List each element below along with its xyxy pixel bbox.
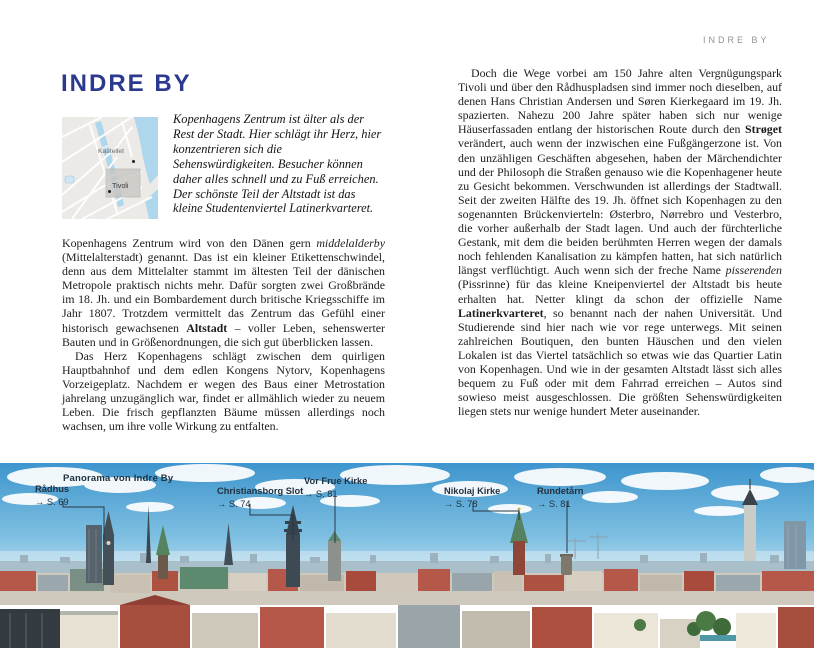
- paragraph: Doch die Wege vorbei am 150 Jahre alten Vergnügungspark Tivoli und über den Rådhuspladsen sind immer noch dieselben, auf denen Hans Christian Andersen und Søren Kierkegaard im 19. Jh. spazierten. Nahezu 200 Jahre später haben sich nur wenige Häuserfassaden entlang der historischen Route durch den Strøget verändert, auch wenn der inzwischen eine Fußgängerzone ist. Von den unzähligen Geschäften abgesehen, haben der Märchendichter und der Philosoph die Straßen genauso wie die Kopenhagener heute zu Gesicht bekommen. Verschwunden ist allerdings der Stadtwall. Seit der zweiten Hälfte des 19. Jh. öffnet sich Kopenhagen zu den sogenannten Brückenvierteln: Østerbro, Nørrebro und Vesterbro, die vorher außerhalb der Stadt lagen. Und auch der fürchterliche Gestank, mit dem die beiden berühmten Herren wegen der damals noch fehlenden Kanalisation zu kämpfen hatten, hat sich natürlich längst verflüchtigt. Auch wenn sich der freche Name pisserenden (Pissrinne) für das kleine Kneipenviertel der Altstadt bis heute erhalten hat. Netter klingt da schon der offizielle Name Latinerkvarteret, so benannt nach der nahen Universität. Und Studierende sind hier nach wie vor rege unterwegs. Mit seinen zahlreichen Boutiquen, den bunten Häuschen und den vielen Lokalen ist das Viertel tatsächlich so etwas wie das Quartier Latin von Kopenhagen. Und wie in der gesamten Altstadt lässt sich alles bequem zu Fuß oder mit dem Fahrrad erreichen – Autos sind sowieso meist ausgeschlossen. Die größten Sehenswürdigkeiten liegen stets nur wenige hundert Meter auseinander.: [458, 66, 782, 419]
- page-ref: → S. 81: [537, 499, 571, 510]
- page-ref: → S. 81: [304, 489, 338, 500]
- map-route-shield: [65, 176, 74, 183]
- leader-lines: [0, 463, 814, 648]
- label-name: Christiansborg Slot: [217, 486, 304, 496]
- label-name: Vor Frue Kirke: [304, 476, 368, 486]
- right-column: [458, 66, 782, 418]
- photo-label-nikolaj-kirke: [444, 487, 500, 510]
- page-title: INDRE BY: [61, 70, 192, 97]
- panorama-photo: [0, 463, 814, 648]
- photo-label-rundetaarn: [537, 487, 584, 510]
- label-name: Rådhus: [35, 484, 70, 494]
- intro-text: Kopenhagens Zentrum ist älter als der Rest der Stadt. Hier schlägt ihr Herz, hier konzentrieren sich die Sehenswürdigkeiten. Besucher können daher alles schnell und zu Fuß erreichen. Der schönste Teil der Altstadt ist das kleine Studentenviertel Latinerkvarteret.: [173, 112, 382, 216]
- page-ref: → S. 69: [35, 497, 69, 508]
- label-name: Nikolaj Kirke: [444, 486, 501, 496]
- left-column: [62, 236, 385, 433]
- map-marker-tivoli: [108, 190, 111, 193]
- panorama-title: Panorama von Indre By: [63, 473, 174, 484]
- photo-label-christiansborg-slot: [217, 487, 303, 510]
- map-graphic: [62, 117, 158, 219]
- locator-map: [62, 117, 158, 219]
- label-name: Rundetårn: [537, 486, 584, 496]
- map-label-kastellet: Kastellet: [98, 148, 125, 155]
- paragraph: Kopenhagens Zentrum wird von den Dänen gern middelalderby (Mittelalterstadt) genannt. Das ist ein kleiner Etikettenschwindel, denn aus dem Mittelalter stammt im ältesten Teil der dänischen Metropole praktisch nichts mehr. Dafür sorgten zwei Großbrände im 18. Jh. und ein Bombardement durch britische Kriegsschiffe im Jahr 1807. Trotzdem vermittelt das Zentrum das Gefühl einer historisch gewachsenen Altstadt – voller Leben, sehenswerter Bauten und in Größenordnungen, die sich gut überblicken lassen.: [62, 236, 385, 349]
- map-marker-kastellet: [132, 160, 135, 163]
- running-head: INDRE BY: [703, 35, 770, 45]
- map-label-tivoli: Tivoli: [112, 181, 129, 190]
- photo-label-radhus: [35, 485, 69, 508]
- page-ref: → S. 78: [444, 499, 478, 510]
- paragraph: Das Herz Kopenhagens schlägt zwischen dem quirligen Hauptbahnhof und dem edlen Kongens Nytorv, Kopenhagens Vorzeigeplatz. Nachdem er wegen des Baus einer Metrostation jahrelang unzugänglich war, findet er allmählich wieder zu neuem Leben. Die frisch gepflanzten Bäume müssen allerdings noch wachsen, um ihre volle Wirkung zu entfalten.: [62, 348, 385, 434]
- photo-label-vor-frue-kirke: [304, 477, 367, 500]
- page-ref: → S. 74: [217, 499, 251, 510]
